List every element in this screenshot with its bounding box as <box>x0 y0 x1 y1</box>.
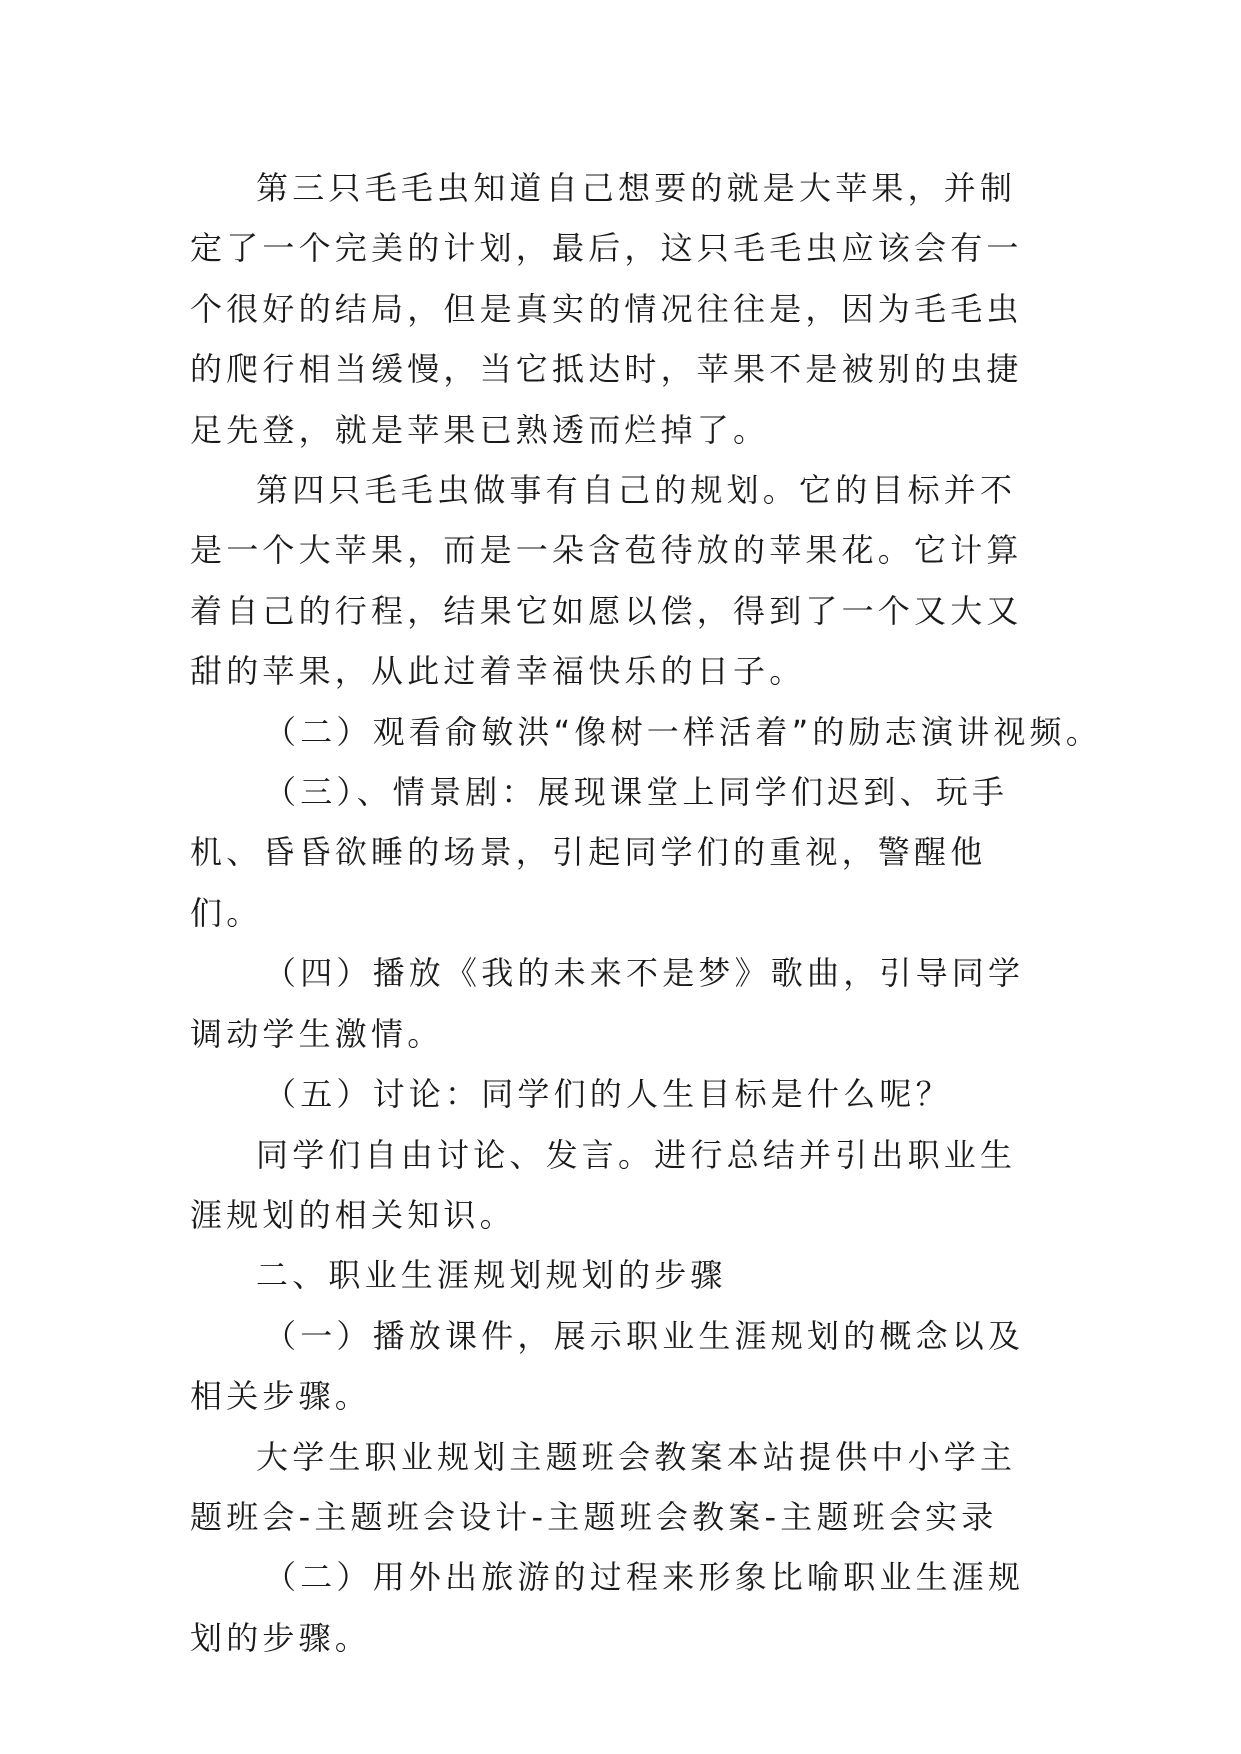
paragraph-site-note: 大学生职业规划主题班会教案本站提供中小学主题班会-主题班会设计-主题班会教案-主题班会实录 <box>190 1437 1017 1536</box>
paragraph-fourth-caterpillar: 第四只毛毛虫做事有自己的规划。它的目标并不是一个大苹果，而是一朵含苞待放的苹果花。它计算着自己的行程，结果它如愿以偿，得到了一个又大又甜的苹果，从此过着幸福快乐的日子。 <box>190 471 1023 691</box>
paragraph-item-2-video: （二）观看俞敏洪“像树一样活着”的励志演讲视频。 <box>264 712 1102 751</box>
paragraph-item-5-discussion: （五）讨论：同学们的人生目标是什么呢？ <box>264 1075 952 1114</box>
paragraph-item-3-skit: （三）、情景剧：展现课堂上同学们迟到、玩手机、昏昏欲睡的场景，引起同学们的重视，警醒他们。 <box>190 773 1009 932</box>
section-heading-career-steps: 二、职业生涯规划规划的步骤 <box>256 1256 727 1295</box>
paragraph-discussion-summary: 同学们自由讨论、发言。进行总结并引出职业生涯规划的相关知识。 <box>190 1135 1017 1234</box>
paragraph-step-1-courseware: （一）播放课件，展示职业生涯规划的概念以及相关步骤。 <box>190 1316 1025 1416</box>
paragraph-third-caterpillar: 第三只毛毛虫知道自己想要的就是大苹果，并制定了一个完美的计划，最后，这只毛毛虫应该会有一个很好的结局，但是真实的情况往往是，因为毛毛虫的爬行相当缓慢，当它抵达时，苹果不是被别的虫捷足先登，就是苹果已熟透而烂掉了。 <box>190 169 1023 449</box>
paragraph-step-2-travel-metaphor: （二）用外出旅游的过程来形象比喻职业生涯规划的步骤。 <box>190 1558 1025 1657</box>
document-body <box>190 158 1102 1668</box>
paragraph-item-4-song: （四）播放《我的未来不是梦》歌曲，引导同学调动学生激情。 <box>190 954 1025 1053</box>
